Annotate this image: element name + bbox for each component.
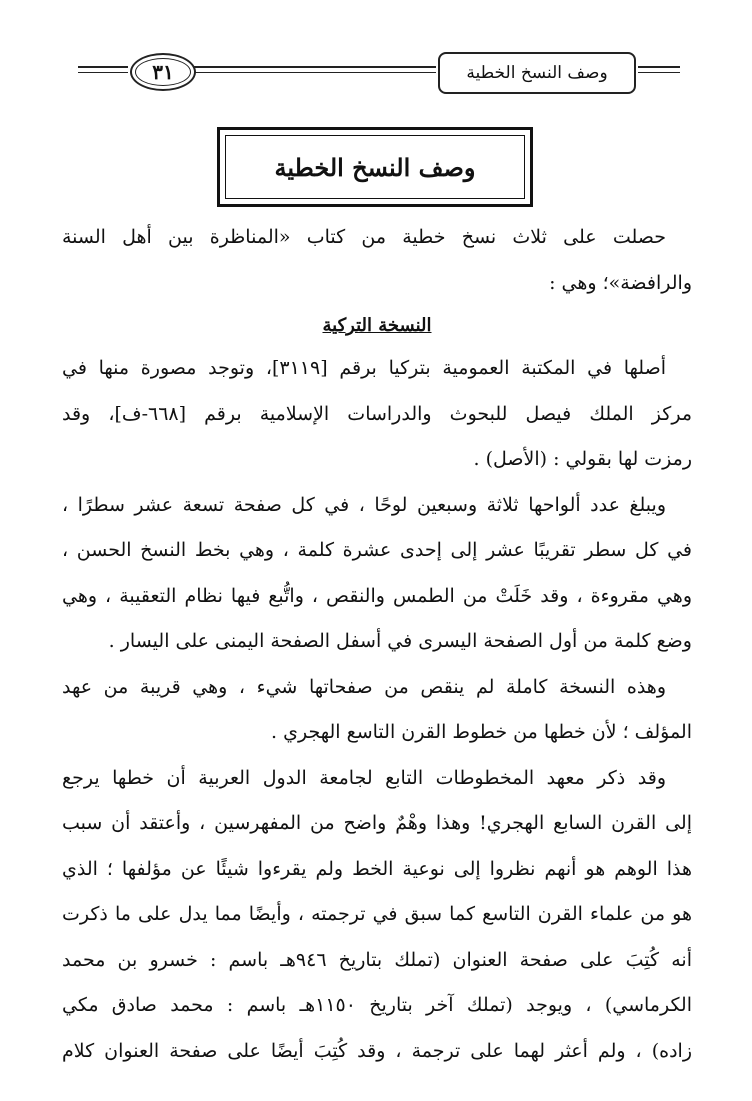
body-text: [62, 215, 692, 1074]
header-rule-left-top: [78, 66, 128, 68]
header-rule-middle-bottom: [194, 72, 436, 73]
text-line: أنه كُتِبَ على صفحة العنوان (تملك بتاريخ ٩٤٦هـ باسم : خسرو بن محمد: [62, 948, 692, 971]
chapter-title-inner-frame: [225, 135, 525, 199]
header-rule-right-top: [638, 66, 680, 68]
paragraph: [62, 346, 692, 483]
text-line: هو من علماء القرن التاسع كما سبق في ترجمته ، وأيضًا مما يدل على ما ذكرت: [62, 903, 692, 925]
text-line: وقد ذكر معهد المخطوطات التابع لجامعة الدول العربية أن خطها يرجع: [62, 766, 666, 789]
header-rule-right-bottom: [638, 72, 680, 73]
page-number-text: ٣١: [152, 60, 174, 84]
text-line: المؤلف ؛ لأن خطها من خطوط القرن التاسع الهجري .: [271, 721, 692, 743]
chapter-title: وصف النسخ الخطية: [274, 152, 476, 182]
text-line: وهذه النسخة كاملة لم ينقص من صفحاتها شيء ، وهي قريبة من عهد: [62, 675, 666, 698]
running-title: [438, 52, 636, 94]
section-heading: النسخة التركية: [322, 315, 432, 336]
chapter-title-frame: [217, 127, 533, 207]
header-rule-middle-top: [194, 66, 436, 68]
text-line: هذا الوهم هو أنهم نظروا إلى نوعية الخط ولم يقرءوا شيئًا عن مؤلفها ؛ الذي: [62, 857, 692, 880]
paragraph: [62, 665, 692, 756]
text-line: مركز الملك فيصل للبحوث والدراسات الإسلامية برقم [٦٦٨-ف]، وقد: [62, 402, 692, 425]
text-line: أصلها في المكتبة العمومية بتركيا برقم [٣١١٩]، وتوجد مصورة منها في: [62, 357, 666, 379]
text-line: ويبلغ عدد ألواحها ثلاثة وسبعين لوحًا ، في كل صفحة تسعة عشر سطرًا ،: [62, 493, 666, 516]
text-line: الكرماسي) ، ويوجد (تملك آخر بتاريخ ١١٥٠هـ باسم : محمد صادق مكي: [62, 994, 692, 1016]
text-line: في كل سطر تقريبًا عشر إلى إحدى عشرة كلمة ، وهي بخط النسخ الحسن ،: [62, 539, 692, 561]
text-line: وضع كلمة من أول الصفحة اليسرى في أسفل الصفحة اليمنى على اليسار .: [108, 630, 692, 652]
intro-paragraph: [62, 215, 692, 306]
text-line: إلى القرن السابع الهجري! وهذا وهْمٌ واضح من المفهرسين ، وأعتقد أن سبب: [62, 812, 692, 834]
page-number: [130, 53, 196, 91]
text-line: حصلت على ثلاث نسخ خطية من كتاب «المناظرة بين أهل السنة: [62, 226, 666, 248]
text-line: وهي مقروءة ، وقد خَلَتْ من الطمس والنقص ، واتُّبع فيها نظام التعقيبة ، وهي: [62, 584, 692, 607]
paragraph: [62, 483, 692, 665]
running-title-text: وصف النسخ الخطية: [466, 63, 608, 83]
paragraph: [62, 756, 692, 1075]
text-line: رمزت لها بقولي : (الأصل) .: [473, 448, 692, 470]
text-line: زاده) ، ولم أعثر لهما على ترجمة ، وقد كُتِبَ أيضًا على صفحة العنوان كلام: [62, 1039, 692, 1062]
text-line: والرافضة»؛ وهي :: [549, 271, 692, 294]
header-rule-left-bottom: [78, 72, 128, 73]
